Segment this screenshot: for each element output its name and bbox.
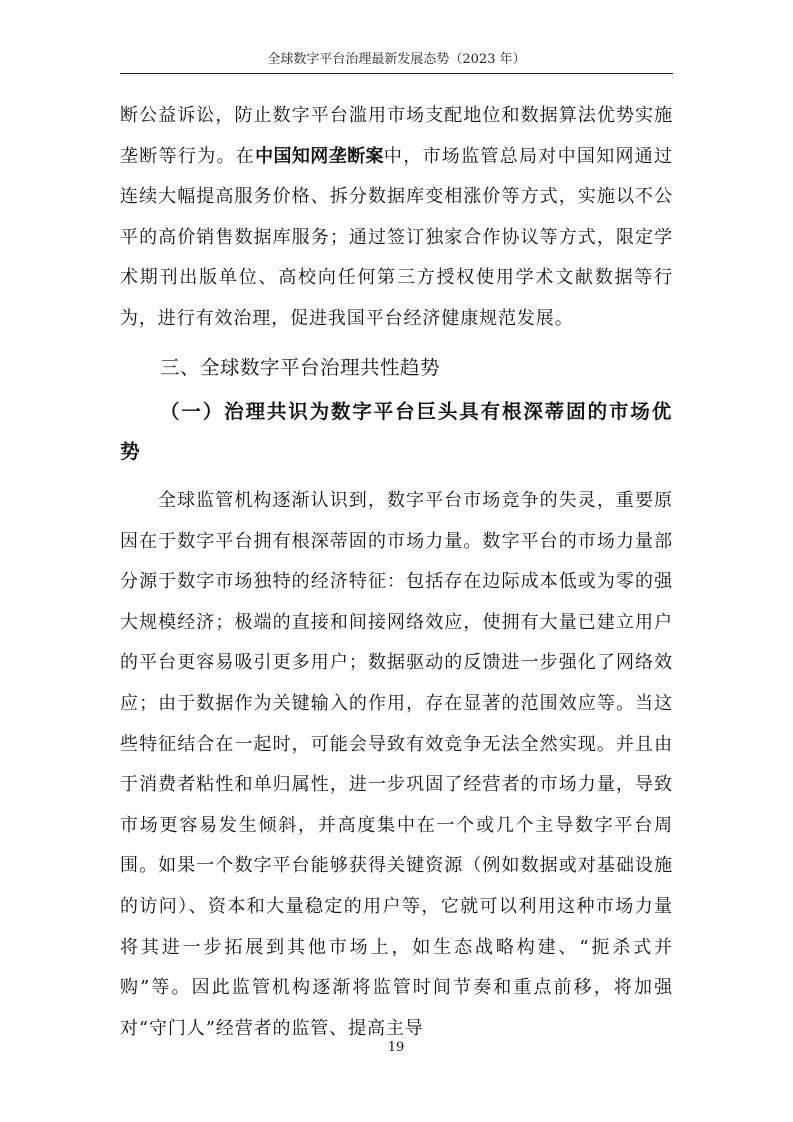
page-number: 19 bbox=[387, 1040, 405, 1055]
paragraph-1-text-before: 断公益诉讼，防止数字平台滥用市场支配地位和数据算法优势实施垄断等行为。在 bbox=[120, 105, 673, 167]
subsection-heading: （一）治理共识为数字平台巨头具有根深蒂固的市场优势 bbox=[120, 400, 673, 463]
paragraph-1-text-after: 中，市场监管总局对中国知网通过连续大幅提高服务价格、拆分数据库变相涨价等方式，实施以不公平的高价销售数据库服务；通过签订独家合作协议等方式，限定学术期刊出版单位、高校向任何第三方授权使用学术文献数据等行为，进行有效治理，促进我国平台经济健康规范发展。 bbox=[120, 145, 673, 329]
body-paragraph-1 bbox=[120, 96, 673, 341]
running-header: 全球数字平台治理最新发展态势（2023 年） bbox=[267, 52, 526, 67]
case-name-emphasis: 中国知网垄断案 bbox=[255, 145, 384, 167]
header-rule bbox=[120, 73, 673, 74]
section-heading: 三、全球数字平台治理共性趋势 bbox=[160, 356, 441, 379]
body-paragraph-2: 全球监管机构逐渐认识到，数字平台市场竞争的失灵，重要原因在于数字平台拥有根深蒂固的市场力量。数字平台的市场力量部分源于数字市场独特的经济特征：包括存在边际成本低或为零的强大规模经济；极端的直接和间接网络效应，使拥有大量已建立用户的平台更容易吸引更多用户；数据驱动的反馈进一步强化了网络效应；由于数据作为关键输入的作用，存在显著的范围效应等。当这些特征结合在一起时，可能会导致有效竞争无法全然实现。并且由于消费者粘性和单归属性，进一步巩固了经营者的市场力量，导致市场更容易发生倾斜，并高度集中在一个或几个主导数字平台周围。如果一个数字平台能够获得关键资源（例如数据或对基础设施的访问）、资本和大量稳定的用户等，它就可以利用这种市场力量将其进一步拓展到其他市场上，如生态战略构建、“扼杀式并购”等。因此监管机构逐渐将监管时间节奏和重点前移，将加强对“守门人”经营者的监管、提高主导 bbox=[120, 490, 673, 1039]
